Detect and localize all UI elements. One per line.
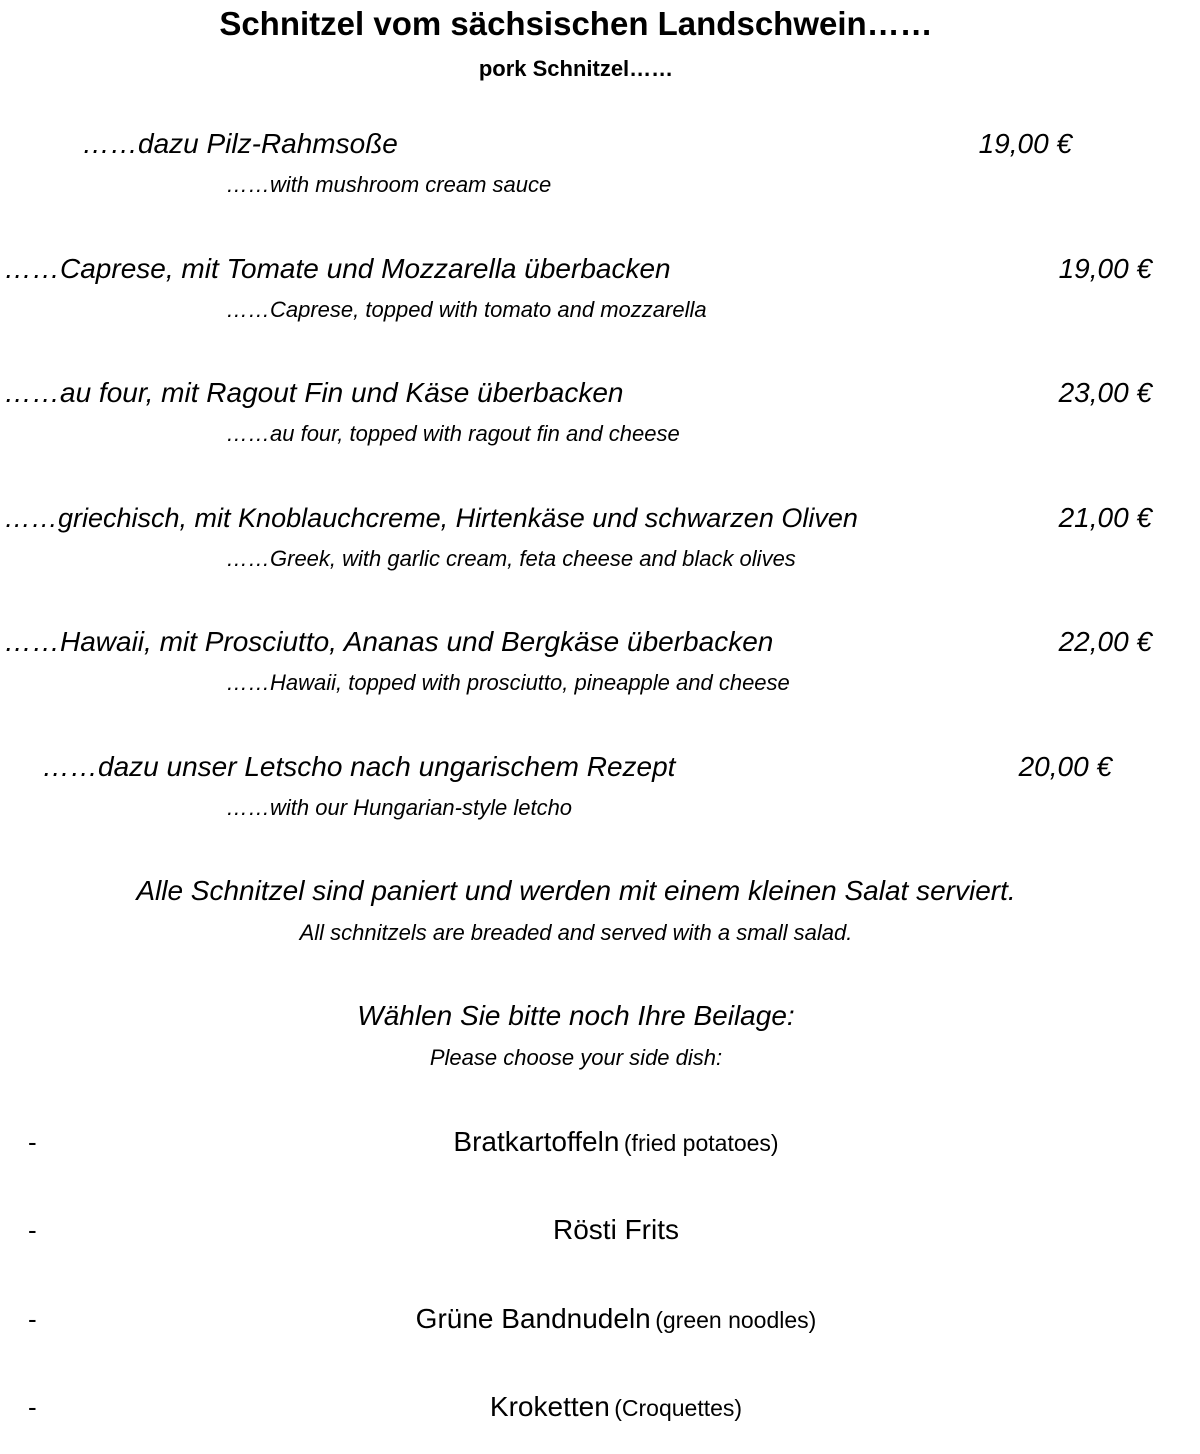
side-dish-translation: (Croquettes) — [614, 1395, 743, 1421]
side-dish-name: Bratkartoffeln — [453, 1126, 620, 1157]
side-dish-item — [0, 1299, 1200, 1339]
item-name-en: ……with mushroom cream sauce — [226, 172, 552, 197]
menu-title: Schnitzel vom sächsischen Landschwein…… — [219, 5, 933, 42]
side-dish-translation: (fried potatoes) — [623, 1130, 779, 1156]
sides-heading-de: Wählen Sie bitte noch Ihre Beilage: — [357, 1000, 795, 1031]
sides-heading-en: Please choose your side dish: — [429, 1045, 723, 1070]
list-dash: - — [28, 1392, 37, 1422]
side-dish-text — [0, 1210, 1200, 1255]
item-price: 22,00 € — [1058, 626, 1152, 657]
item-name-de: ……griechisch, mit Knoblauchcreme, Hirtenkäse und schwarzen Oliven — [4, 503, 858, 533]
item-price: 20,00 € — [1018, 751, 1112, 782]
item-price: 19,00 € — [978, 128, 1072, 159]
item-name-en: ……Caprese, topped with tomato and mozzarella — [226, 297, 707, 322]
item-name-en: ……Greek, with garlic cream, feta cheese and black olives — [226, 546, 796, 571]
menu-note-en: All schnitzels are breaded and served with a small salad. — [299, 920, 853, 945]
item-name-de: ……dazu unser Letscho nach ungarischem Rezept — [42, 751, 676, 782]
side-dish-name: Rösti Frits — [553, 1214, 679, 1245]
side-dish-item — [0, 1387, 1200, 1427]
list-dash: - — [28, 1215, 37, 1245]
item-price: 19,00 € — [1058, 253, 1152, 284]
menu-note-de: Alle Schnitzel sind paniert und werden mit einem kleinen Salat serviert. — [136, 875, 1016, 906]
side-dish-text — [0, 1122, 1200, 1167]
menu-subtitle: pork Schnitzel…… — [478, 56, 674, 81]
side-dish-name: Kroketten — [489, 1391, 610, 1422]
item-name-en: ……au four, topped with ragout fin and cheese — [226, 421, 680, 446]
list-dash: - — [28, 1304, 37, 1334]
item-name-de: ……Caprese, mit Tomate und Mozzarella überbacken — [4, 253, 671, 284]
item-name-en: ……Hawaii, topped with prosciutto, pineapple and cheese — [226, 670, 790, 695]
side-dish-translation: (green noodles) — [655, 1307, 817, 1333]
item-price: 21,00 € — [1058, 502, 1152, 533]
item-name-de: ……dazu Pilz-Rahmsoße — [82, 128, 398, 159]
item-name-en: ……with our Hungarian-style letcho — [226, 795, 573, 820]
side-dish-item — [0, 1122, 1200, 1162]
item-name-de: ……Hawaii, mit Prosciutto, Ananas und Bergkäse überbacken — [4, 626, 774, 657]
side-dish-text — [0, 1387, 1200, 1432]
item-name-de: ……au four, mit Ragout Fin und Käse überbacken — [4, 377, 624, 408]
side-dish-text — [0, 1299, 1200, 1344]
side-dish-name: Grüne Bandnudeln — [415, 1303, 651, 1334]
list-dash: - — [28, 1127, 37, 1157]
item-price: 23,00 € — [1058, 377, 1152, 408]
side-dish-item — [0, 1210, 1200, 1250]
